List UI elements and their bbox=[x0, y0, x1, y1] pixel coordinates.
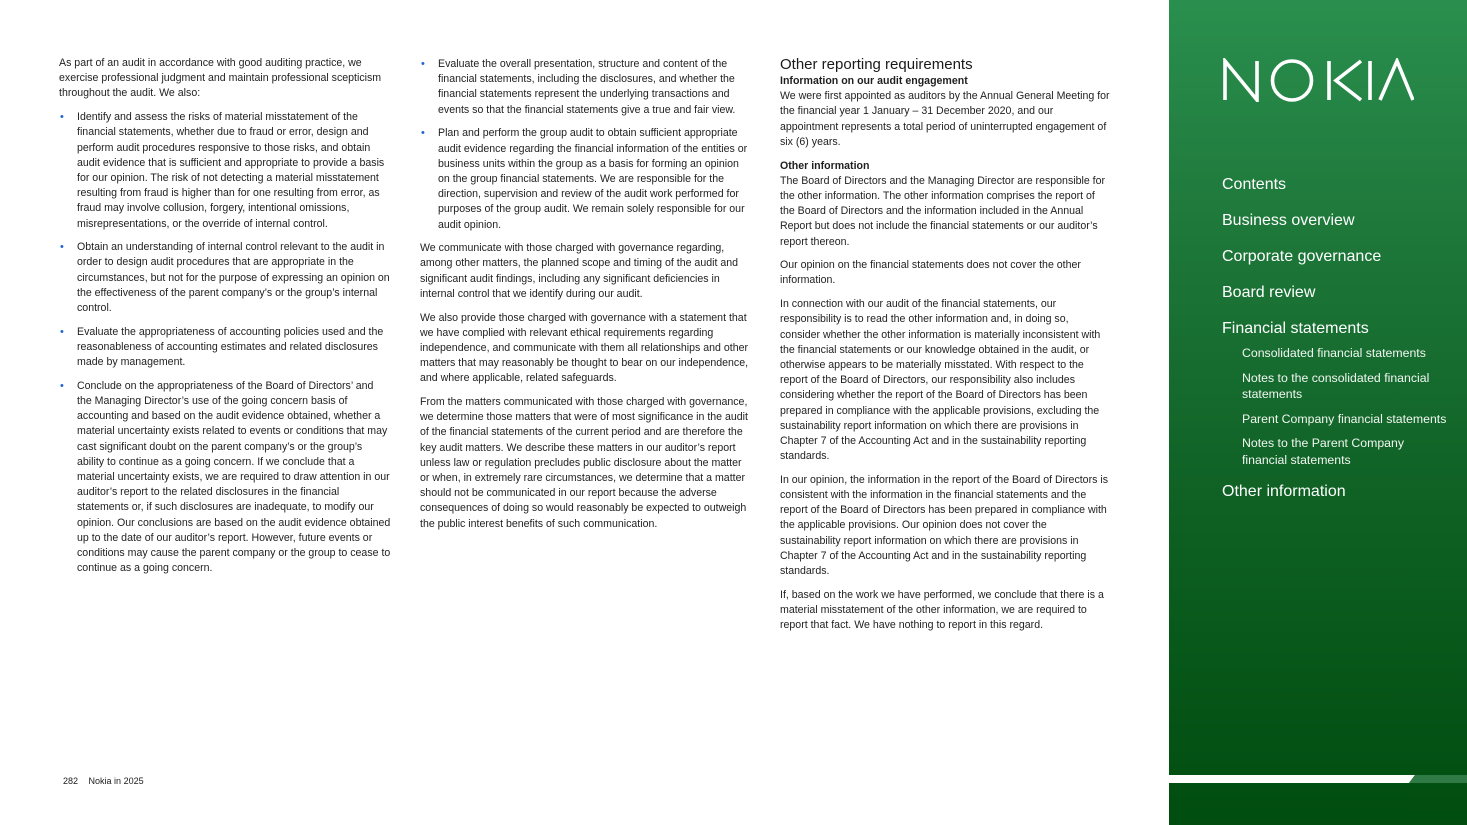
column-middle bbox=[420, 57, 752, 540]
column-left bbox=[59, 56, 391, 585]
paragraph: The Board of Directors and the Managing Director are responsible for the other information. The other information comprises the report of the Board of Directors and the information included in the Annual Report but does not include the financial statements or our auditor’s report thereon. bbox=[780, 174, 1106, 248]
paragraph: Our opinion on the financial statements does not cover the other information. bbox=[780, 259, 1081, 287]
nokia-logo-icon bbox=[1222, 58, 1414, 102]
nav-parent-company-statements[interactable]: Parent Company financial statements bbox=[1242, 411, 1447, 426]
audit-procedures-list-cont bbox=[420, 57, 752, 233]
list-item: • Evaluate the overall presentation, structure and content of the financial statements, including the disclosures, and whether the financial statements represent the underlying transactions and events so that the financial statements give a true and fair view. bbox=[420, 57, 752, 118]
audit-procedures-list bbox=[59, 110, 391, 576]
paragraph: If, based on the work we have performed, we conclude that there is a material misstatement of the other information, we are required to report that fact. We have nothing to report in this regard. bbox=[780, 588, 1104, 632]
engagement-heading: Information on our audit engagement bbox=[780, 75, 968, 87]
paragraph: We also provide those charged with governance with a statement that we have complied with relevant ethical requirements regarding independence, and communicate with them all relationships and other matters that may reasonably be thought to bear on our independence, and where applicable, related safeguards. bbox=[420, 311, 749, 385]
other-info-heading: Other information bbox=[780, 159, 870, 172]
list-item: • Plan and perform the group audit to obtain sufficient appropriate audit evidence regarding the financial information of the entities or business units within the group as a basis for forming an opinion on the group financial statements. We are responsible for the direction, supervision and review of the audit work performed for purposes of the group audit. We remain solely responsible for our audit opinion. bbox=[420, 126, 752, 232]
nav-corporate-governance[interactable]: Corporate governance bbox=[1222, 248, 1382, 265]
nav-financial-statements[interactable]: Financial statements bbox=[1222, 320, 1369, 337]
paragraph: We communicate with those charged with governance regarding, among other matters, the planned scope and timing of the audit and significant audit findings, including any significant deficiencies in internal control that we identify during our audit. bbox=[420, 242, 739, 300]
nav-notes-consolidated[interactable]: Notes to the consolidated financial statements bbox=[1242, 370, 1430, 401]
nav-contents[interactable]: Contents bbox=[1222, 176, 1287, 193]
engagement-paragraph: We were first appointed as auditors by the Annual General Meeting for the financial year 1 January – 31 December 2020, and our appointment represents a total period of uninterrupted engagement of six (6) years. bbox=[780, 90, 1110, 148]
report-title: Nokia in 2025 bbox=[88, 776, 144, 786]
page-footer bbox=[63, 776, 152, 786]
nav-business-overview[interactable]: Business overview bbox=[1222, 212, 1355, 229]
progress-bar bbox=[1169, 775, 1467, 783]
section-title: Other reporting requirements bbox=[780, 56, 973, 73]
list-item: • Identify and assess the risks of material misstatement of the financial statements, whether due to fraud or error, design and perform audit procedures responsive to those risks, and obtain audit evidence that is sufficient and appropriate to provide a basis for our opinion. The risk of not detecting a material misstatement resulting from fraud is higher than for one resulting from error, as fraud may involve collusion, forgery, intentional omissions, misrepresentations, or the override of internal control. bbox=[59, 110, 391, 232]
paragraph: In connection with our audit of the financial statements, our responsibility is to read the other information and, in doing so, consider whether the other information is materially inconsistent with the financial statements or our knowledge obtained in the audit, or otherwise appears to be materially misstated. With respect to the report of the Board of Directors, our responsibility also includes considering whether the report of the Board of Directors has been prepared in compliance with the applicable provisions, excluding the sustainability report information on which there are provisions in Chapter 7 of the Accounting Act and in the sustainability reporting standards. bbox=[780, 298, 1101, 463]
progress-fill bbox=[1169, 775, 1415, 783]
nokia-logo bbox=[1222, 58, 1414, 107]
intro-paragraph: As part of an audit in accordance with good auditing practice, we exercise professional judgment and maintain professional scepticism throughout the audit. We also: bbox=[59, 57, 382, 100]
paragraph: From the matters communicated with those charged with governance, we determine those matters that were of most significance in the audit of the financial statements of the current period and are therefore the key audit matters. We describe these matters in our auditor’s report unless law or regulation precludes public disclosure about the matter or when, in extremely rare circumstances, we determine that a matter should not be communicated in our report because the adverse consequences of doing so would reasonably be expected to outweigh the public interest benefits of such communication. bbox=[420, 396, 748, 530]
list-item: • Conclude on the appropriateness of the Board of Directors’ and the Managing Director’s use of the going concern basis of accounting and based on the audit evidence obtained, whether a material uncertainty exists related to events or conditions that may cast significant doubt on the parent company’s or the group’s ability to continue as a going concern. If we conclude that a material uncertainty exists, we are required to draw attention in our auditor’s report to the related disclosures in the financial statements or, if such disclosures are inadequate, to modify our opinion. Our conclusions are based on the audit evidence obtained up to the date of our auditor’s report. However, future events or conditions may cause the parent company or the group to cease to continue as a going concern. bbox=[59, 379, 391, 577]
page-number: 282 bbox=[63, 776, 79, 786]
nav-other-information[interactable]: Other information bbox=[1222, 483, 1346, 500]
nav-consolidated-financial-statements[interactable]: Consolidated financial statements bbox=[1242, 346, 1426, 360]
paragraph: In our opinion, the information in the report of the Board of Directors is consistent with the information in the financial statements and the report of the Board of Directors has been prepared in compliance with the applicable provisions. Our opinion does not cover the sustainability report information on which there are provisions in Chapter 7 of the Accounting Act and in the sustainability reporting standards. bbox=[780, 473, 1108, 578]
column-right bbox=[780, 56, 1110, 642]
list-item: • Evaluate the appropriateness of accounting policies used and the reasonableness of accounting estimates and related disclosures made by management. bbox=[59, 325, 391, 371]
nav-board-review[interactable]: Board review bbox=[1222, 284, 1316, 301]
progress-track bbox=[1409, 775, 1467, 783]
list-item: • Obtain an understanding of internal control relevant to the audit in order to design audit procedures that are appropriate in the circumstances, but not for the purpose of expressing an opinion on the effectiveness of the parent company’s or the group’s internal control. bbox=[59, 240, 391, 316]
nav-notes-parent-company[interactable]: Notes to the Parent Company financial statements bbox=[1242, 436, 1404, 467]
sidebar-nav bbox=[1222, 175, 1452, 502]
